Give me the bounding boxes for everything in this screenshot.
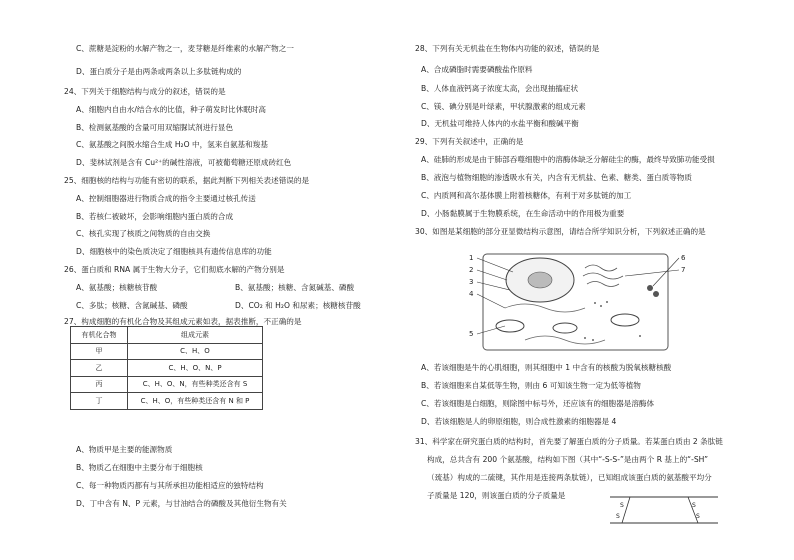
table-cell: C、H、O，有些种类还含有 N 和 P <box>128 393 263 410</box>
sulfur-label: S <box>696 513 700 520</box>
option-26b: B、氨基酸；核糖、含氮碱基、磷酸 <box>235 283 355 292</box>
disulfide-bond-figure <box>608 493 720 527</box>
option-28c: C、镁、碘分别是叶绿素，甲状腺激素的组成元素 <box>421 102 586 111</box>
table-header-cell: 组成元素 <box>128 327 263 344</box>
nucleolus-shape <box>528 272 552 288</box>
question-25: 25、细胞核的结构与功能有密切的联系，据此判断下列相关表述错误的是 <box>64 176 310 185</box>
centriole-shape <box>647 285 653 291</box>
figure-label: 7 <box>681 266 686 274</box>
ribosome-dots <box>584 301 641 341</box>
figure-label: 3 <box>469 278 474 286</box>
table-row <box>71 393 263 410</box>
sulfur-label: S <box>616 513 620 520</box>
cell-structure-figure <box>465 248 690 356</box>
option-24d: D、斐林试剂是含有 Cu²⁺的碱性溶液，可被葡萄糖还原成砖红色 <box>76 158 292 167</box>
option-24b: B、检测氨基酸的含量可用双缩脲试剂进行显色 <box>76 123 234 132</box>
question-31-line1: 31、科学家在研究蛋白质的结构时，首先要了解蛋白质的分子质量。若某蛋白质由 2 条肽链 <box>415 437 723 446</box>
table-cell: 乙 <box>71 360 128 377</box>
sulfur-label: S <box>692 502 696 509</box>
option-30d: D、若该细胞是人的卵原细胞，则合成性激素的细胞器是 4 <box>421 417 617 426</box>
table-header-row <box>71 327 263 344</box>
option-27a: A、物质甲是主要的能源物质 <box>76 445 173 454</box>
option-28b: B、人体血液钙离子浓度太高，会出现抽搐症状 <box>421 84 579 93</box>
option-30a: A、若该细胞是牛的心肌细胞，则其细胞中 1 中含有的核酸为脱氧核糖核酸 <box>421 363 672 372</box>
figure-label: 6 <box>681 254 686 262</box>
option-27d: D、丁中含有 N、P 元素，与甘油结合的磷酸及其他衍生物有关 <box>76 499 287 508</box>
leader-lines <box>477 258 679 334</box>
option-26c: C、多肽；核糖、含氮碱基、磷酸 <box>76 301 188 310</box>
table-row <box>71 376 263 393</box>
table-cell: 丙 <box>71 376 128 393</box>
compound-table <box>70 326 263 410</box>
table-row <box>71 343 263 360</box>
option-23c: C、蔗糖是淀粉的水解产物之一，麦芽糖是纤维素的水解产物之一 <box>76 44 294 53</box>
question-31-line4: 子质量是 120，则该蛋白质的分子质量是 <box>427 491 566 500</box>
option-28d: D、无机盐可维持人体内的水盐平衡和酸碱平衡 <box>421 119 579 128</box>
centriole-shape <box>653 291 659 297</box>
mitochondrion-shape <box>496 320 524 332</box>
endoplasmic-reticulum-shape <box>505 304 605 344</box>
option-24a: A、细胞内自由水/结合水的比值，种子萌发时比休眠时高 <box>76 105 267 114</box>
figure-label: 4 <box>469 290 474 298</box>
table-cell: C、H、O、N、P <box>128 360 263 377</box>
table-header-cell: 有机化合物 <box>71 327 128 344</box>
option-24c: C、氨基酸之间脱水缩合生成 H₂O 中，氢来自氨基和羧基 <box>76 140 268 149</box>
table-row <box>71 360 263 377</box>
option-23d: D、蛋白质分子是由两条或两条以上多肽链构成的 <box>76 67 242 76</box>
question-27: 27、构成细胞的有机化合物及其组成元素如表，据表推断，不正确的是 <box>64 317 302 326</box>
option-25c: C、核孔实现了核质之间物质的自由交换 <box>76 229 211 238</box>
option-25b: B、若核仁被破坏，会影响细胞内蛋白质的合成 <box>76 212 234 221</box>
question-31-line3: （巯基）构成的二硫键，其作用是连接两条肽链），已知组成该蛋白质的氨基酸平均分 <box>427 473 712 482</box>
figure-label: 5 <box>469 330 474 338</box>
option-25d: D、细胞核中的染色质决定了细胞核具有遗传信息库的功能 <box>76 247 272 256</box>
option-30c: C、若该细胞是白细胞，则除图中标号外，还应该有的细胞器是溶酶体 <box>421 399 655 408</box>
option-27b: B、物质乙在细胞中主要分布于细胞核 <box>76 463 203 472</box>
table-cell: C、H、O <box>128 343 263 360</box>
option-29d: D、小肠黏膜属于生物膜系统，在生命活动中的作用极为重要 <box>421 209 625 218</box>
question-29: 29、下列有关叙述中，正确的是 <box>415 137 524 146</box>
question-24: 24、下列关于细胞结构与成分的叙述，错误的是 <box>64 87 226 96</box>
option-29a: A、硅肺的形成是由于肺部吞噬细胞中的溶酶体缺乏分解硅尘的酶，最终导致肺功能受损 <box>421 155 715 164</box>
question-31-line2: 构成，总共含有 200 个氨基酸，结构如下图（其中“-S-S-”是由两个 R 基上的“-SH” <box>427 455 709 464</box>
mitochondrion-shape <box>611 314 639 326</box>
option-29c: C、内质网和高尔基体膜上附着核糖体，有利于对多肽链的加工 <box>421 191 632 200</box>
option-27c: C、每一种物质丙都有与其所承担功能相适应的独特结构 <box>76 481 264 490</box>
disulfide-bond <box>622 497 630 523</box>
sulfur-label: S <box>620 502 624 509</box>
figure-label: 2 <box>469 266 474 274</box>
table-cell: 丁 <box>71 393 128 410</box>
option-26a: A、氨基酸；核糖核苷酸 <box>76 283 158 292</box>
figure-label: 1 <box>469 254 474 262</box>
mitochondrion-shape <box>553 323 577 333</box>
question-26: 26、蛋白质和 RNA 属于生物大分子，它们彻底水解的产物分别是 <box>64 265 285 274</box>
question-28: 28、下列有关无机盐在生物体内功能的叙述，错误的是 <box>415 44 600 53</box>
option-29b: B、液泡与植物细胞的渗透吸水有关，内含有无机盐、色素、糖类、蛋白质等物质 <box>421 173 692 182</box>
table-cell: 甲 <box>71 343 128 360</box>
golgi-shape <box>583 265 623 287</box>
table-cell: C、H、O、N，有些种类还含有 S <box>128 376 263 393</box>
option-26d: D、CO₂ 和 H₂O 和尿素；核糖核苷酸 <box>235 301 361 310</box>
option-28a: A、合成磷脂时需要磷酸盐作原料 <box>421 65 533 74</box>
question-30: 30、如图是某细胞的部分亚显微结构示意图，请结合所学知识分析，下列叙述正确的是 <box>415 227 706 236</box>
option-30b: B、若该细胞来自某低等生物，则由 6 可知该生物一定为低等植物 <box>421 381 641 390</box>
option-25a: A、控制细胞器进行物质合成的指令主要通过核孔传送 <box>76 194 256 203</box>
